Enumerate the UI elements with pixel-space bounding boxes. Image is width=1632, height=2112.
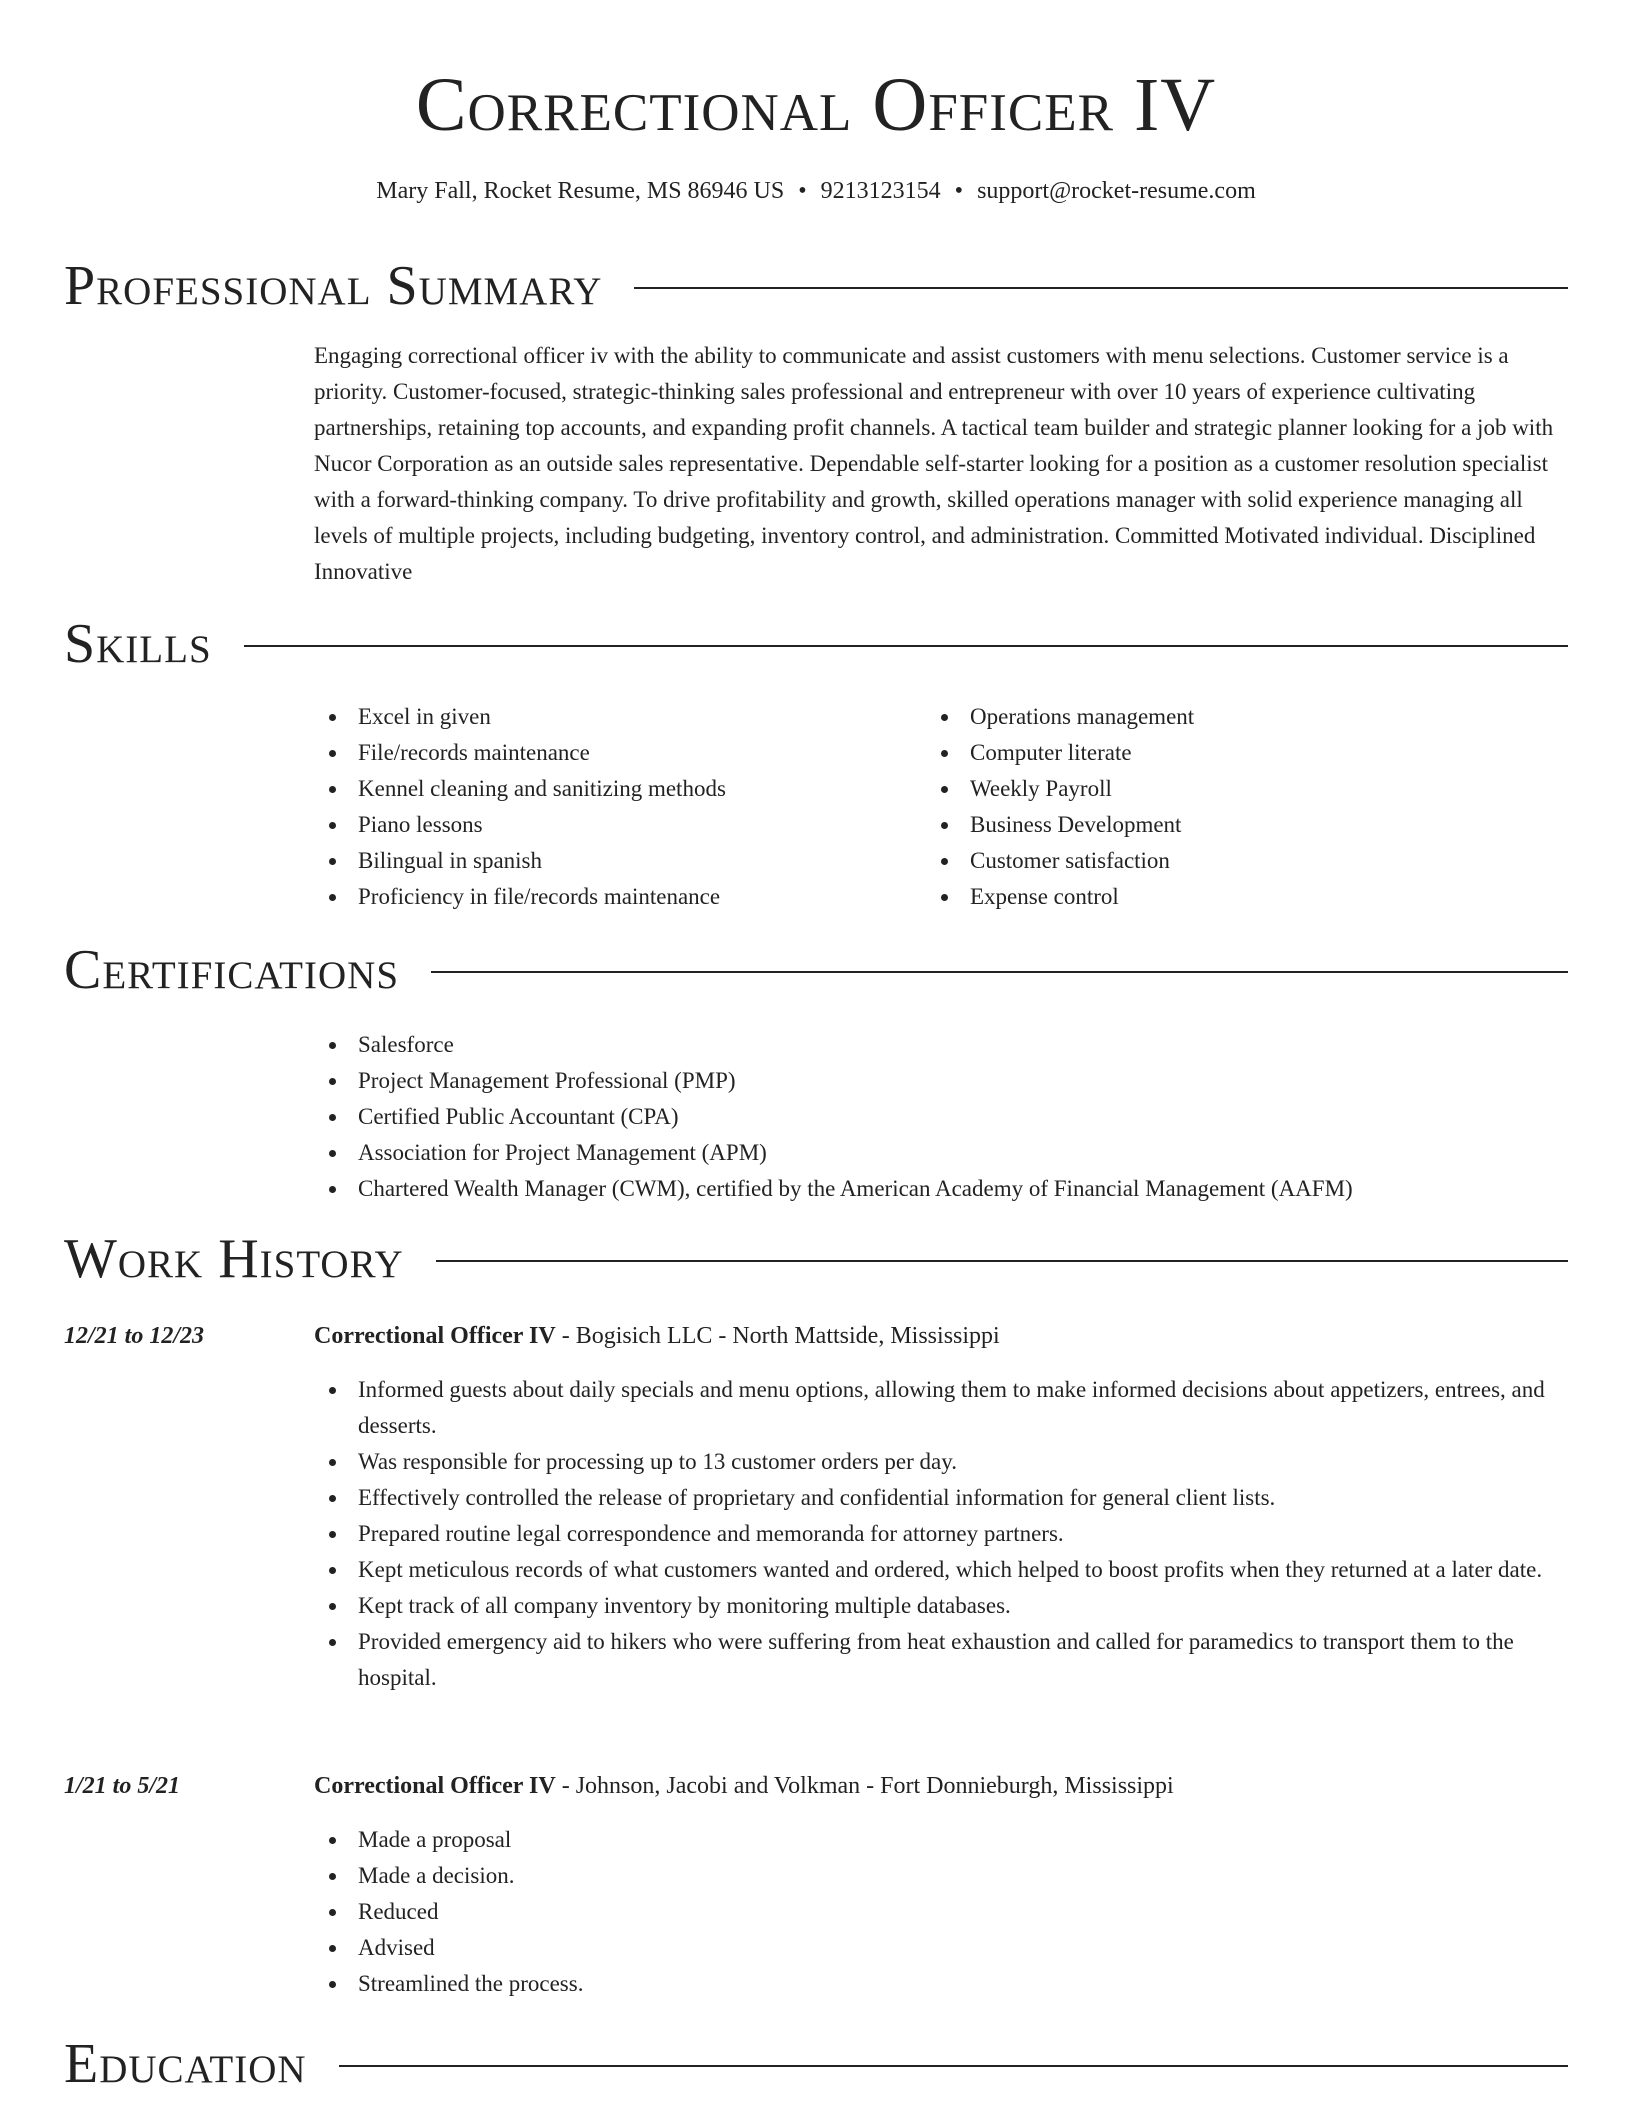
certification-item: Chartered Wealth Manager (CWM), certified by the American Academy of Financial Management (AAFM): [314, 1171, 1568, 1207]
job-dates: 12/21 to 12/23: [64, 1323, 205, 1349]
section-header-summary: [64, 256, 1568, 316]
job-header: [64, 1768, 1568, 1804]
section-header-education: [64, 2034, 1568, 2094]
skill-item: Weekly Payroll: [926, 771, 1526, 807]
skill-item: Kennel cleaning and sanitizing methods: [314, 771, 914, 807]
certification-item: Project Management Professional (PMP): [314, 1063, 1568, 1099]
job-title-line: [314, 1768, 1174, 1804]
skill-item: Business Development: [926, 807, 1526, 843]
contact-phone: 9213123154: [820, 178, 941, 204]
job-duty-item: Prepared routine legal correspondence and memoranda for attorney partners.: [314, 1516, 1568, 1552]
job-duty-item: Kept meticulous records of what customers wanted and ordered, which helped to boost profits when they returned at a later date.: [314, 1552, 1568, 1588]
section-title-certifications: Certifications: [64, 939, 400, 1001]
resume-name: Correctional Officer IV: [415, 63, 1217, 147]
job-duty-item: Made a decision.: [314, 1858, 1568, 1894]
skills-list-right: [926, 699, 1526, 915]
skill-item: Customer satisfaction: [926, 843, 1526, 879]
section-title-education: Education: [64, 2033, 307, 2095]
section-title-skills: Skills: [64, 613, 212, 675]
section-title-summary: Professional Summary: [64, 255, 603, 317]
skills-list-left: [314, 699, 914, 915]
contact-line: [0, 174, 1632, 208]
section-header-work-history: [64, 1229, 1568, 1289]
job-duty-item: Advised: [314, 1930, 1568, 1966]
skill-item: File/records maintenance: [314, 735, 914, 771]
job-duty-item: Was responsible for processing up to 13 customer orders per day.: [314, 1444, 1568, 1480]
certifications-list: [314, 1027, 1568, 1207]
job-duty-item: Informed guests about daily specials and menu options, allowing them to make informed decisions about appetizers, entrees, and desserts.: [314, 1372, 1568, 1444]
job-role: Correctional Officer IV: [314, 1323, 556, 1349]
section-divider: [431, 971, 1568, 973]
contact-address: Mary Fall, Rocket Resume, MS 86946 US: [376, 178, 785, 204]
skill-item: Bilingual in spanish: [314, 843, 914, 879]
job-title-line: [314, 1318, 1000, 1354]
job-employer: - Bogisich LLC - North Mattside, Mississippi: [555, 1323, 1000, 1349]
contact-separator: •: [954, 178, 964, 204]
job-dates: 1/21 to 5/21: [64, 1773, 181, 1799]
section-title-work-history: Work History: [64, 1228, 404, 1290]
section-divider: [339, 2065, 1568, 2067]
job-role: Correctional Officer IV: [314, 1773, 556, 1799]
job-duty-item: Streamlined the process.: [314, 1966, 1568, 2002]
contact-email: support@rocket-resume.com: [977, 178, 1256, 204]
section-header-skills: [64, 614, 1568, 674]
job-duty-item: Effectively controlled the release of proprietary and confidential information for general client lists.: [314, 1480, 1568, 1516]
summary-text: Engaging correctional officer iv with the ability to communicate and assist customers with menu selections. Customer service is a priority. Customer-focused, strategic-thinking sales professional and entrepreneur with over 10 years of experience cultivating partnerships, retaining top accounts, and expanding profit channels. A tactical team builder and strategic planner looking for a job with Nucor Corporation as an outside sales representative. Dependable self-starter looking for a position as a customer resolution specialist with a forward-thinking company. To drive profitability and growth, skilled operations manager with solid experience managing all levels of multiple projects, including budgeting, inventory control, and administration. Committed Motivated individual. Disciplined Innovative: [314, 343, 1554, 584]
skill-item: Operations management: [926, 699, 1526, 735]
section-header-certifications: [64, 940, 1568, 1000]
section-divider: [436, 1260, 1568, 1262]
section-divider: [244, 645, 1568, 647]
certification-item: Salesforce: [314, 1027, 1568, 1063]
job-duty-item: Made a proposal: [314, 1822, 1568, 1858]
section-divider: [634, 287, 1568, 289]
job-duty-item: Provided emergency aid to hikers who were suffering from heat exhaustion and called for paramedics to transport them to the hospital.: [314, 1624, 1568, 1696]
skill-item: Expense control: [926, 879, 1526, 915]
job-header: [64, 1318, 1568, 1354]
job-duty-item: Kept track of all company inventory by monitoring multiple databases.: [314, 1588, 1568, 1624]
skill-item: Piano lessons: [314, 807, 914, 843]
job-duties-list: [314, 1372, 1568, 1696]
skill-item: Computer literate: [926, 735, 1526, 771]
certification-item: Certified Public Accountant (CPA): [314, 1099, 1568, 1135]
job-duty-item: Reduced: [314, 1894, 1568, 1930]
job-duties-list: [314, 1822, 1568, 2002]
job-employer: - Johnson, Jacobi and Volkman - Fort Donnieburgh, Mississippi: [555, 1773, 1174, 1799]
skill-item: Excel in given: [314, 699, 914, 735]
certification-item: Association for Project Management (APM): [314, 1135, 1568, 1171]
contact-separator: •: [798, 178, 807, 204]
skill-item: Proficiency in file/records maintenance: [314, 879, 914, 915]
